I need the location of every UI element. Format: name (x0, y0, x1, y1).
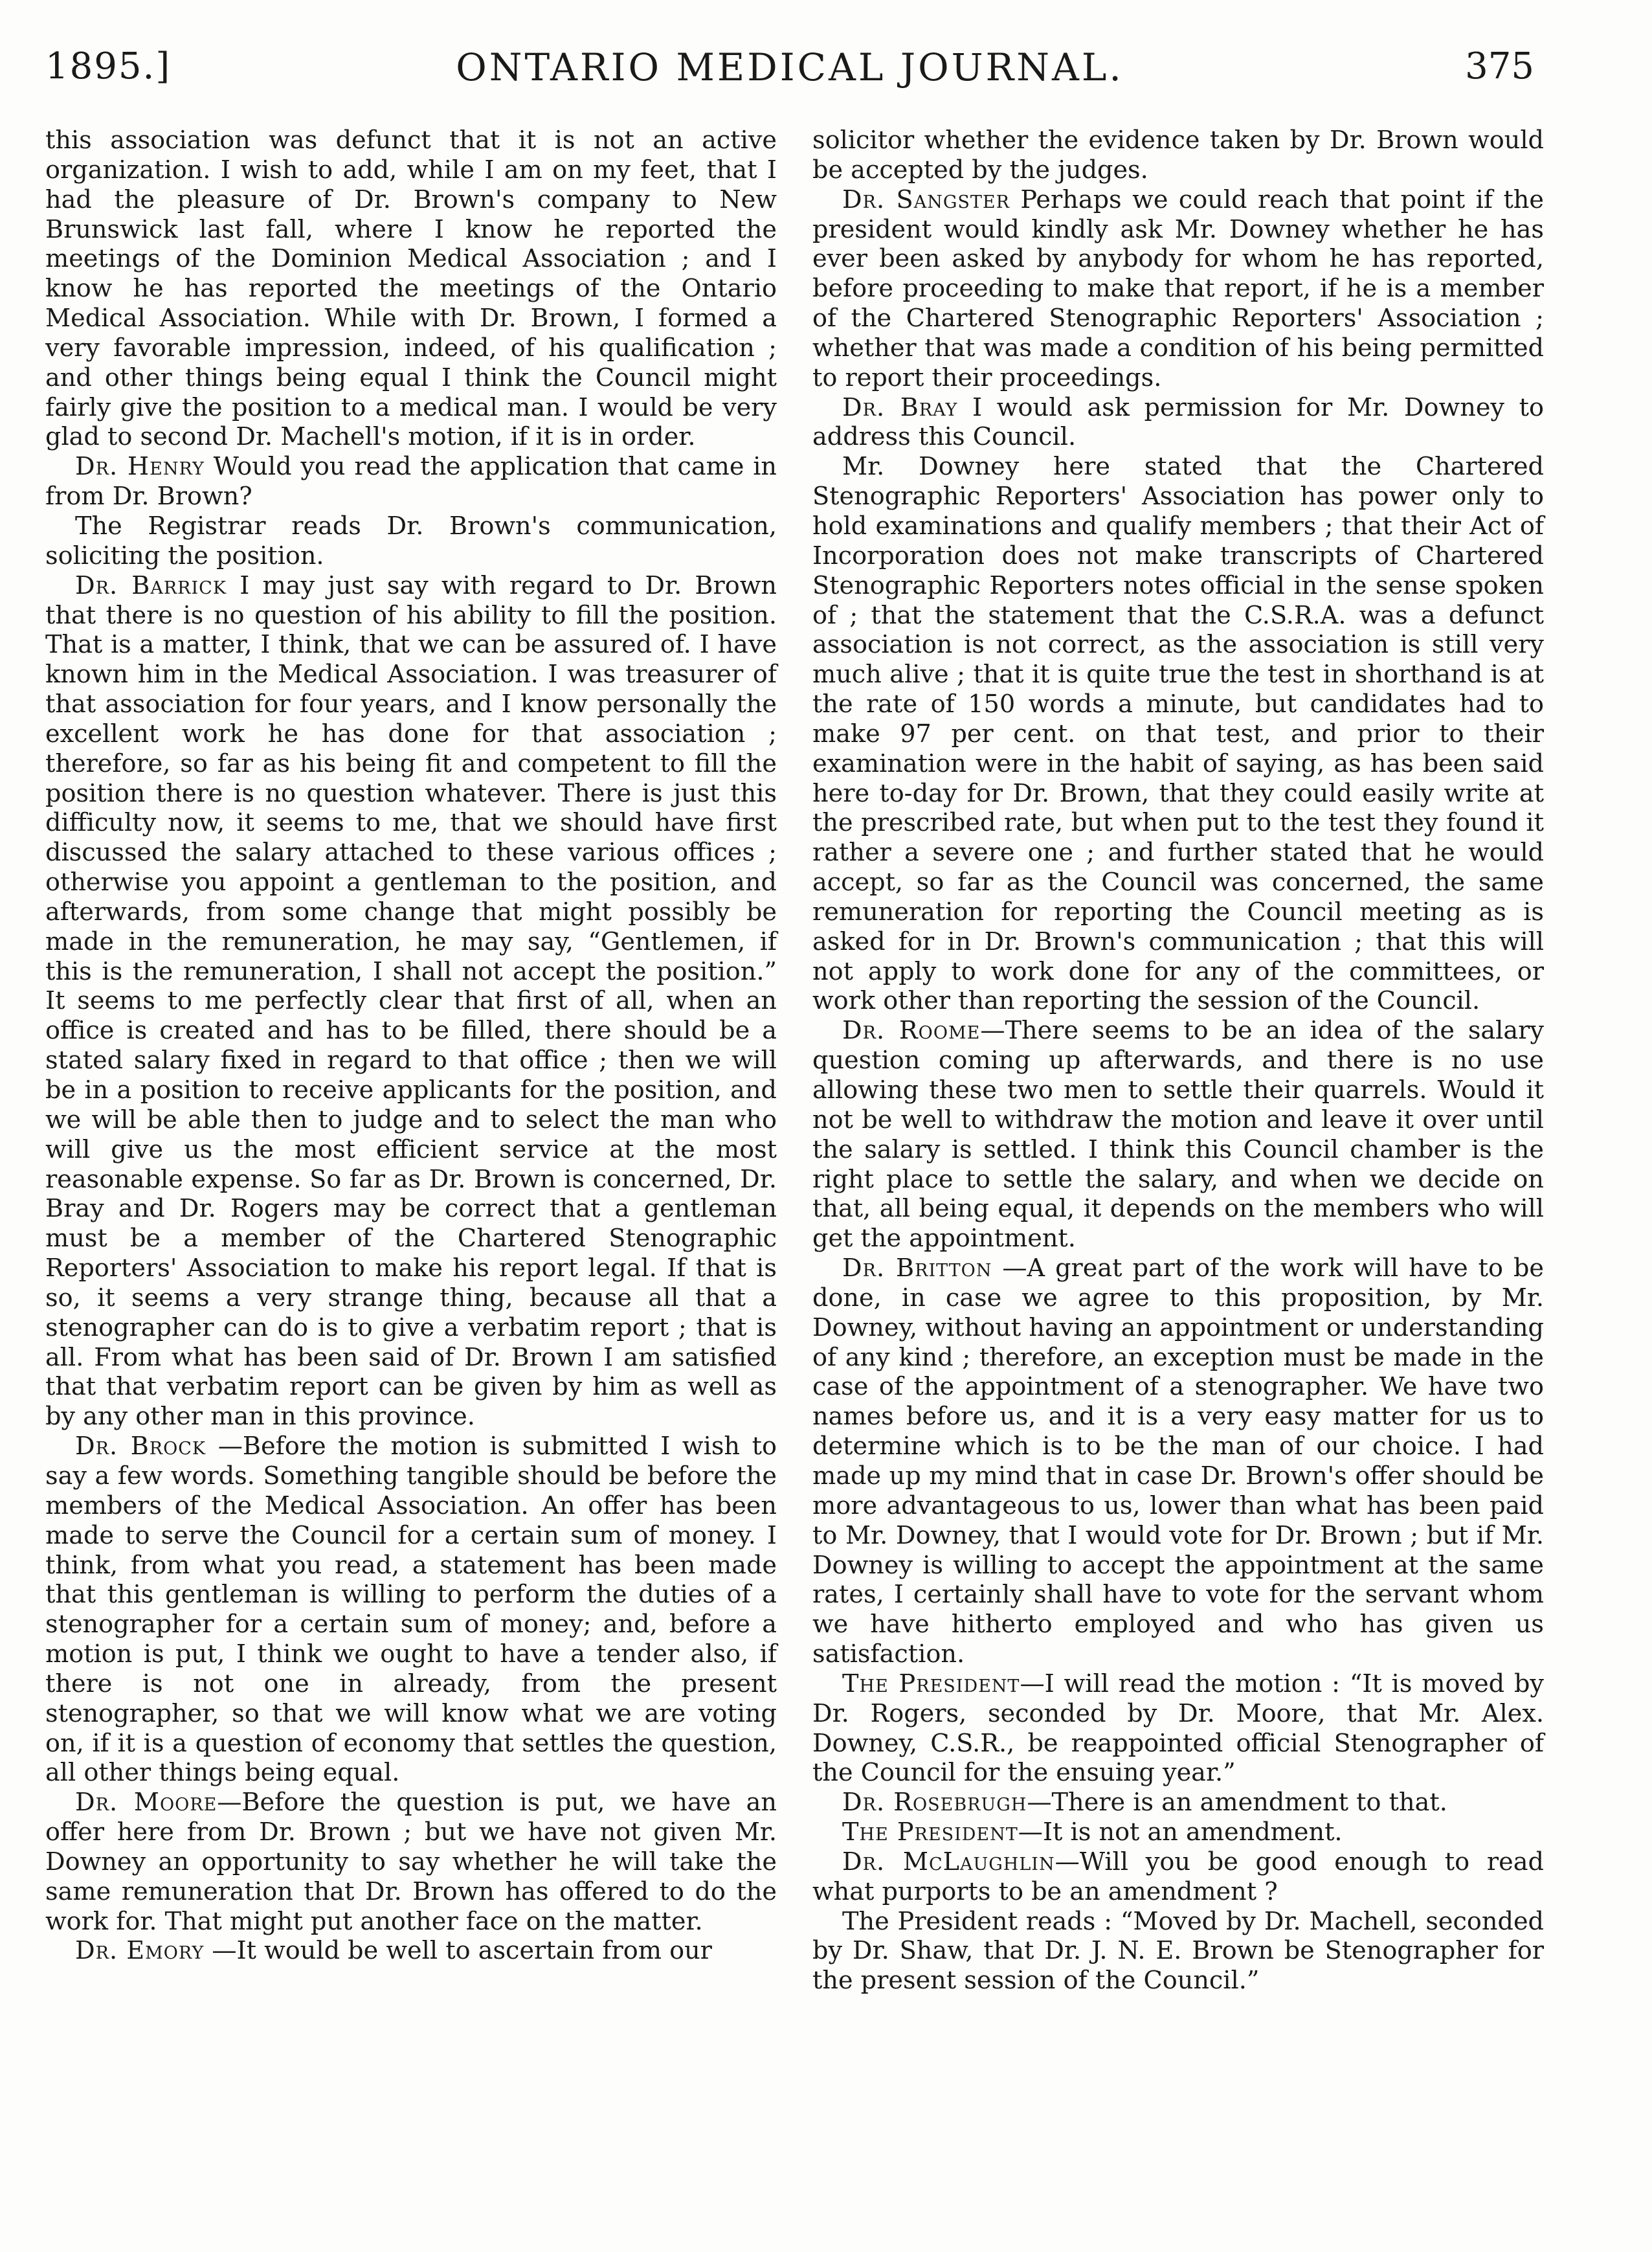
speaker-name: The President (842, 1669, 1020, 1698)
speech-text: Perhaps we could reach that point if the president would kindly ask Mr. Downey whether he has ever been asked by anybody for whom he has reported, before proceeding to make that report, if he is a member of the Chartered Stenographic Reporters' Association ; whether that was made a condition of his being permitted to report their proceedings. (812, 185, 1544, 392)
left-column (45, 126, 777, 1966)
paragraph (45, 453, 777, 512)
paragraph (45, 1432, 777, 1788)
paragraph (812, 394, 1544, 453)
paragraph (45, 1937, 777, 1966)
speech-text: —I will read the motion : “It is moved by Dr. Rogers, seconded by Dr. Moore, that Mr. Alex. Downey, C.S.R., be reappointed official Stenographer of the Council for the ensuing year.” (812, 1669, 1544, 1788)
speaker-name: Dr. Rosebrugh (842, 1788, 1027, 1818)
speaker-name: Dr. Brock (75, 1432, 206, 1461)
paragraph (812, 1254, 1544, 1670)
speech-text: I would ask permission for Mr. Downey to address this Council. (812, 393, 1544, 452)
paragraph: The Registrar reads Dr. Brown's communication, soliciting the position. (45, 512, 777, 570)
speech-text: I may just say with regard to Dr. Brown that there is no question of his ability to fill the position. That is a matter, I think, that we can be assured of. I have known him in the Medical Association. I was treasurer of that association for four years, and I know personally the excellent work he has done for that association ; therefore, so far as his being fit and competent to fill the position there is no question whatever. There is just this difficulty now, it seems to me, that we should have first discussed the salary attached to these various offices ; otherwise you appoint a gentleman to the position, and afterwards, from some change that might possibly be made in the remuneration, he may say, “Gentlemen, if this is the remuneration, I shall not accept the position.” It seems to me perfectly clear that first of all, when an office is created and has to be filled, there should be a stated salary fixed in regard to that office ; then we will be in a position to receive applicants for the position, and we will be able then to judge and to select the man who will give us the most efficient service at the most reasonable expense. So far as Dr. Brown is concerned, Dr. Bray and Dr. Rogers may be correct that a gentleman must be a member of the Chartered Stenographic Reporters' Association to make his report legal. If that is so, it seems a very strange thing, because all that a stenographer can do is to give a verbatim report ; that is all. From what has been said of Dr. Brown I am satisfied that that verbatim report can be given by him as well as by any other man in this province. (45, 571, 777, 1432)
speaker-name: Dr. Henry (75, 453, 205, 482)
paragraph (45, 1788, 777, 1937)
speech-text: —There seems to be an idea of the salary question coming up afterwards, and there is no use allowing these two men to settle their quarrels. Would it not be well to withdraw the motion and leave it over until the salary is settled. I think this Council chamber is the right place to settle the salary, and when we decide on that, all being equal, it depends on the members who will get the appointment. (812, 1017, 1544, 1254)
speaker-name: Dr. Roome (842, 1017, 981, 1046)
speech-text: —A great part of the work will have to be done, in case we agree to this proposition, by Mr. Downey, without having an appointment or understanding of any kind ; therefore, an exception must be made in the case of the appointment of a stenographer. We have two names before us, and it is a very easy matter for us to determine which is to be the man of our choice. I had made up my mind that in case Dr. Brown's offer should be more advantageous to us, lower than what has been paid to Mr. Downey, that I would vote for Dr. Brown ; but if Mr. Downey is willing to accept the appointment at the same rates, I certainly shall have to vote for the servant whom we have hitherto employed and who has given us satisfaction. (812, 1254, 1545, 1669)
paragraph: The President reads : “Moved by Dr. Machell, seconded by Dr. Shaw, that Dr. J. N. E. Brown be Stenographer for the present session of the Council.” (812, 1907, 1544, 1996)
speaker-name: The President (842, 1818, 1018, 1847)
speech-text: —Before the motion is submitted I wish to say a few words. Something tangible should be before the members of the Medical Association. An offer has been made to serve the Council for a certain sum of money. I think, from what you read, a statement has been made that this gentleman is willing to perform the duties of a stenographer for a certain sum of money; and, before a motion is put, I think we ought to have a tender also, if there is not one in already, from the present stenographer, so that we will know what we are voting on, if it is a question of economy that settles the question, all other things being equal. (45, 1432, 777, 1788)
paragraph (812, 1848, 1544, 1908)
paragraph (812, 1670, 1544, 1788)
page-number: 375 (1465, 45, 1534, 87)
paragraph (812, 1017, 1544, 1254)
paragraph (812, 186, 1544, 394)
speaker-name: Dr. Moore (75, 1788, 218, 1818)
paragraph: Mr. Downey here stated that the Chartered Stenographic Reporters' Association has power only to hold examinations and qualify members ; that their Act of Incorporation does not make transcripts of Chartered Stenographic Reporters notes official in the sense spoken of ; that the statement that the C.S.R.A. was a defunct association is not correct, as the association is still very much alive ; that it is quite true the test in shorthand is at the rate of 150 words a minute, but candidates had to make 97 per cent. on that test, and prior to their examination were in the habit of saying, as has been said here to-day for Dr. Brown, that they could easily write at the prescribed rate, but when put to the test they found it rather a severe one ; and further stated that he would accept, so far as the Council was concerned, the same remuneration for reporting the Council meeting as is asked for in Dr. Brown's communication ; that this will not apply to work done for any of the committees, or work other than reporting the session of the Council. (812, 453, 1544, 1016)
speech-text: —It would be well to ascertain from our (212, 1937, 712, 1966)
paragraph (812, 1818, 1544, 1848)
paragraph (812, 1788, 1544, 1818)
speech-text: —Will you be good enough to read what purports to be an amendment ? (812, 1847, 1544, 1906)
journal-title: ONTARIO MEDICAL JOURNAL. (456, 45, 1124, 89)
running-header (45, 45, 1534, 104)
paragraph: this association was defunct that it is not an active organization. I wish to add, while I am on my feet, that I had the pleasure of Dr. Brown's company to New Brunswick last fall, where I know he reported the meetings of the Dominion Medical Association ; and I know he has reported the meetings of the Ontario Medical Association. While with Dr. Brown, I formed a very favorable impression, indeed, of his qualification ; and other things being equal I think the Council might fairly give the position to a medical man. I would be very glad to second Dr. Machell's motion, if it is in order. (45, 126, 777, 452)
speech-text: —There is an amendment to that. (1027, 1788, 1447, 1818)
speaker-name: Dr. Bray (842, 393, 958, 422)
speaker-name: Dr. Britton (842, 1254, 992, 1283)
speaker-name: Dr. Barrick (75, 571, 227, 600)
speech-text: Would you read the application that came in from Dr. Brown? (45, 453, 777, 512)
speech-text: —Before the question is put, we have an offer here from Dr. Brown ; but we have not given Mr. Downey an opportunity to say whether he will take the same remuneration that Dr. Brown has offered to do the work for. That might put another face on the matter. (45, 1788, 777, 1936)
paragraph (45, 572, 777, 1432)
header-year: 1895.] (45, 45, 172, 87)
speaker-name: Dr. McLaughlin (842, 1847, 1055, 1876)
speaker-name: Dr. Emory (75, 1937, 205, 1966)
speech-text: —It is not an amendment. (1018, 1818, 1343, 1847)
speaker-name: Dr. Sangster (842, 185, 1010, 214)
right-column (812, 126, 1544, 1996)
paragraph: solicitor whether the evidence taken by Dr. Brown would be accepted by the judges. (812, 126, 1544, 185)
